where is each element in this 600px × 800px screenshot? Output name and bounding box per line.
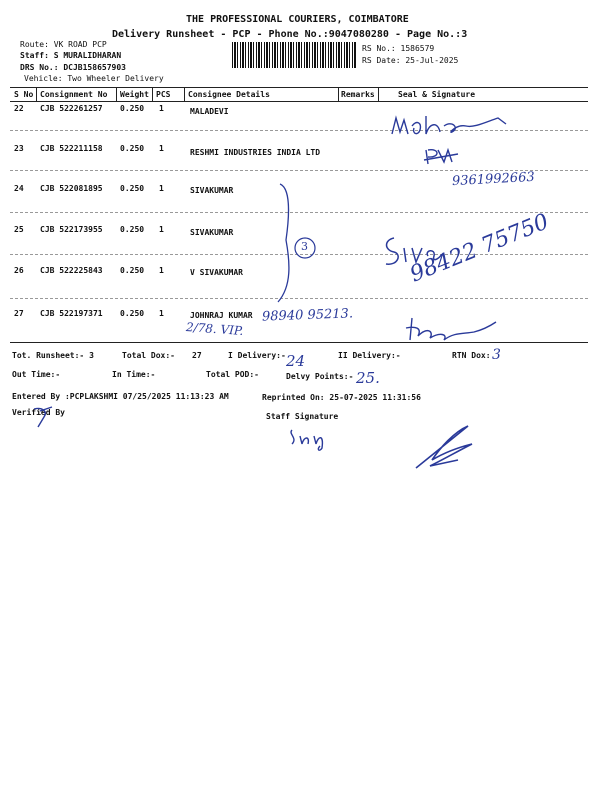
row-consignment: CJB 522211158	[40, 144, 103, 153]
delvy-points-label: Delvy Points:-	[286, 372, 354, 381]
company-title: THE PROFESSIONAL COURIERS, COIMBATORE	[186, 14, 409, 25]
verified-by-label: Verified By	[12, 408, 65, 417]
col-header-consignee: Consignee Details	[188, 90, 270, 99]
row-sno: 22	[14, 104, 24, 113]
row-consignment: CJB 522197371	[40, 309, 103, 318]
col-divider	[36, 87, 37, 101]
col-header-pcs: PCS	[156, 90, 171, 99]
col-header-weight: Weight	[120, 90, 149, 99]
total-pod-label: Total POD:-	[206, 370, 259, 379]
col-divider	[378, 87, 379, 101]
runsheet-subtitle: Delivery Runsheet - PCP - Phone No.:9047080280 - Page No.:3	[112, 29, 468, 40]
staff-signature-label: Staff Signature	[266, 412, 339, 421]
in-time-label: In Time:-	[112, 370, 156, 379]
total-dox-value: 27	[192, 351, 202, 360]
rs-number: RS No.: 1586579	[362, 44, 435, 53]
staff-label: Staff: S MURALIDHARAN	[20, 51, 122, 60]
row-separator	[10, 212, 588, 213]
col-divider	[338, 87, 339, 101]
signature-row22	[390, 112, 520, 142]
signature-row27	[404, 314, 504, 344]
reprinted-on: Reprinted On: 25-07-2025 11:31:56	[262, 393, 421, 402]
col-header-consignment: Consignment No	[40, 90, 108, 99]
total-dox-label: Total Dox:-	[122, 351, 175, 360]
row-sno: 24	[14, 184, 24, 193]
row-consignment: CJB 522173955	[40, 225, 103, 234]
circled-number: 3	[301, 240, 308, 253]
row27-handwritten-phone: 98940 95213.	[261, 306, 354, 325]
row27-handwritten-address: 2/78. VIP.	[185, 320, 244, 338]
row-consignment: CJB 522261257	[40, 104, 103, 113]
table-header-rule	[10, 101, 588, 102]
row-weight: 0.250	[120, 225, 145, 234]
row-pcs: 1	[159, 225, 164, 234]
vehicle-label: Vehicle: Two Wheeler Delivery	[24, 74, 164, 83]
row-consignee: JOHNRAJ KUMAR	[190, 311, 253, 320]
row-consignee: RESHMI INDUSTRIES INDIA LTD	[190, 148, 321, 157]
row23-handwritten-phone: 9361992663	[451, 169, 536, 190]
seal-scribble	[410, 420, 480, 474]
row-weight: 0.250	[120, 184, 145, 193]
entered-by: Entered By :PCPLAKSHMI 07/25/2025 11:13:23 AM	[12, 392, 229, 401]
row-separator	[10, 298, 588, 299]
row-pcs: 1	[159, 144, 164, 153]
col-header-sno: S No	[14, 90, 34, 99]
row-pcs: 1	[159, 309, 164, 318]
rs-date: RS Date: 25-Jul-2025	[362, 56, 459, 65]
row-sno: 27	[14, 309, 24, 318]
row-consignment: CJB 522081895	[40, 184, 103, 193]
row-consignee: SIVAKUMAR	[190, 228, 234, 237]
row25-handwritten-phone: 98422 75750	[406, 209, 553, 288]
row-pcs: 1	[159, 104, 164, 113]
row-consignee: MALADEVI	[190, 107, 229, 116]
row-sno: 26	[14, 266, 24, 275]
rtn-dox-handwritten-value: 3	[492, 347, 501, 363]
rtn-dox-label: RTN Dox:	[452, 351, 491, 360]
verified-signature	[30, 405, 60, 431]
col-divider	[184, 87, 185, 101]
drs-label: DRS No.: DCJB158657903	[20, 63, 126, 72]
row-sno: 23	[14, 144, 24, 153]
row-pcs: 1	[159, 184, 164, 193]
col-header-remarks: Remarks	[341, 90, 375, 99]
col-divider	[116, 87, 117, 101]
row-consignee: V SIVAKUMAR	[190, 268, 243, 277]
staff-signature	[286, 424, 336, 452]
row-weight: 0.250	[120, 309, 145, 318]
row-weight: 0.250	[120, 266, 145, 275]
i-delivery-label: I Delivery:-	[228, 351, 286, 360]
tot-runsheet: Tot. Runsheet:- 3	[12, 351, 94, 360]
row-pcs: 1	[159, 266, 164, 275]
col-header-seal: Seal & Signature	[398, 90, 476, 99]
row-weight: 0.250	[120, 104, 145, 113]
ii-delivery-label: II Delivery:-	[338, 351, 401, 360]
row-weight: 0.250	[120, 144, 145, 153]
row-sno: 25	[14, 225, 24, 234]
col-divider	[152, 87, 153, 101]
delvy-points-handwritten-value: 25.	[356, 369, 380, 387]
table-top-rule	[10, 87, 588, 88]
out-time-label: Out Time:-	[12, 370, 61, 379]
row-consignee: SIVAKUMAR	[190, 186, 234, 195]
signature-row25	[380, 232, 450, 272]
signature-row23	[422, 146, 462, 168]
barcode	[232, 42, 356, 68]
i-delivery-handwritten-value: 24	[286, 352, 306, 370]
row-consignment: CJB 522225843	[40, 266, 103, 275]
route-label: Route: VK ROAD PCP	[20, 40, 107, 49]
